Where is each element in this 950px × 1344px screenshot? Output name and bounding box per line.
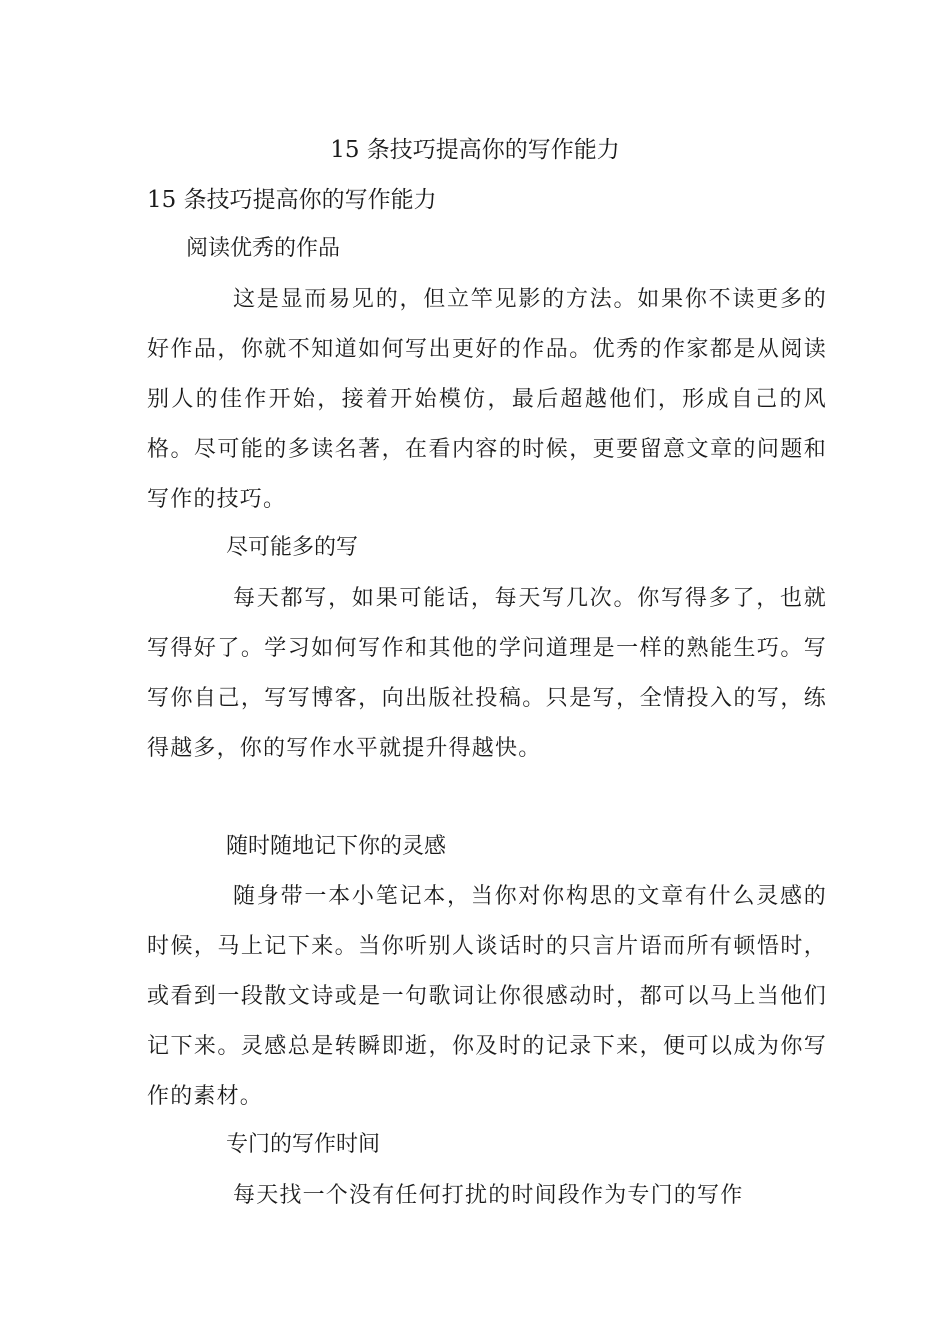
section-heading-write: 尽可能多的写 bbox=[226, 535, 359, 560]
section-body-write: 每天都写，如果可能话，每天写几次。你写得多了，也就写得好了。学习如何写作和其他的学问道理是一样的熟能生巧。写写你自己，写写博客，向出版社投稿。只是写，全情投入的写，练得越多，你的写作水平就提升得越快。 bbox=[147, 586, 827, 761]
section-heading-read: 阅读优秀的作品 bbox=[186, 236, 341, 261]
section-body-inspiration: 随身带一本小笔记本，当你对你构思的文章有什么灵感的时候，马上记下来。当你听别人谈话时的只言片语而所有顿悟时，或看到一段散文诗或是一句歌词让你很感动时，都可以马上当他们记下来。灵感总是转瞬即逝，你及时的记录下来，便可以成为你写作的素材。 bbox=[147, 884, 827, 1109]
section-body-writing-time: 每天找一个没有任何打扰的时间段作为专门的写作 bbox=[233, 1183, 744, 1208]
section-heading-writing-time: 专门的写作时间 bbox=[226, 1132, 381, 1157]
document-title: 15 条技巧提高你的写作能力 bbox=[330, 137, 620, 163]
document-subtitle: 15 条技巧提高你的写作能力 bbox=[147, 187, 437, 213]
section-body-read: 这是显而易见的，但立竿见影的方法。如果你不读更多的好作品，你就不知道如何写出更好的作品。优秀的作家都是从阅读别人的佳作开始，接着开始模仿，最后超越他们，形成自己的风格。尽可能的多读名著，在看内容的时候，更要留意文章的问题和写作的技巧。 bbox=[147, 287, 827, 512]
section-heading-inspiration: 随时随地记下你的灵感 bbox=[226, 834, 447, 859]
